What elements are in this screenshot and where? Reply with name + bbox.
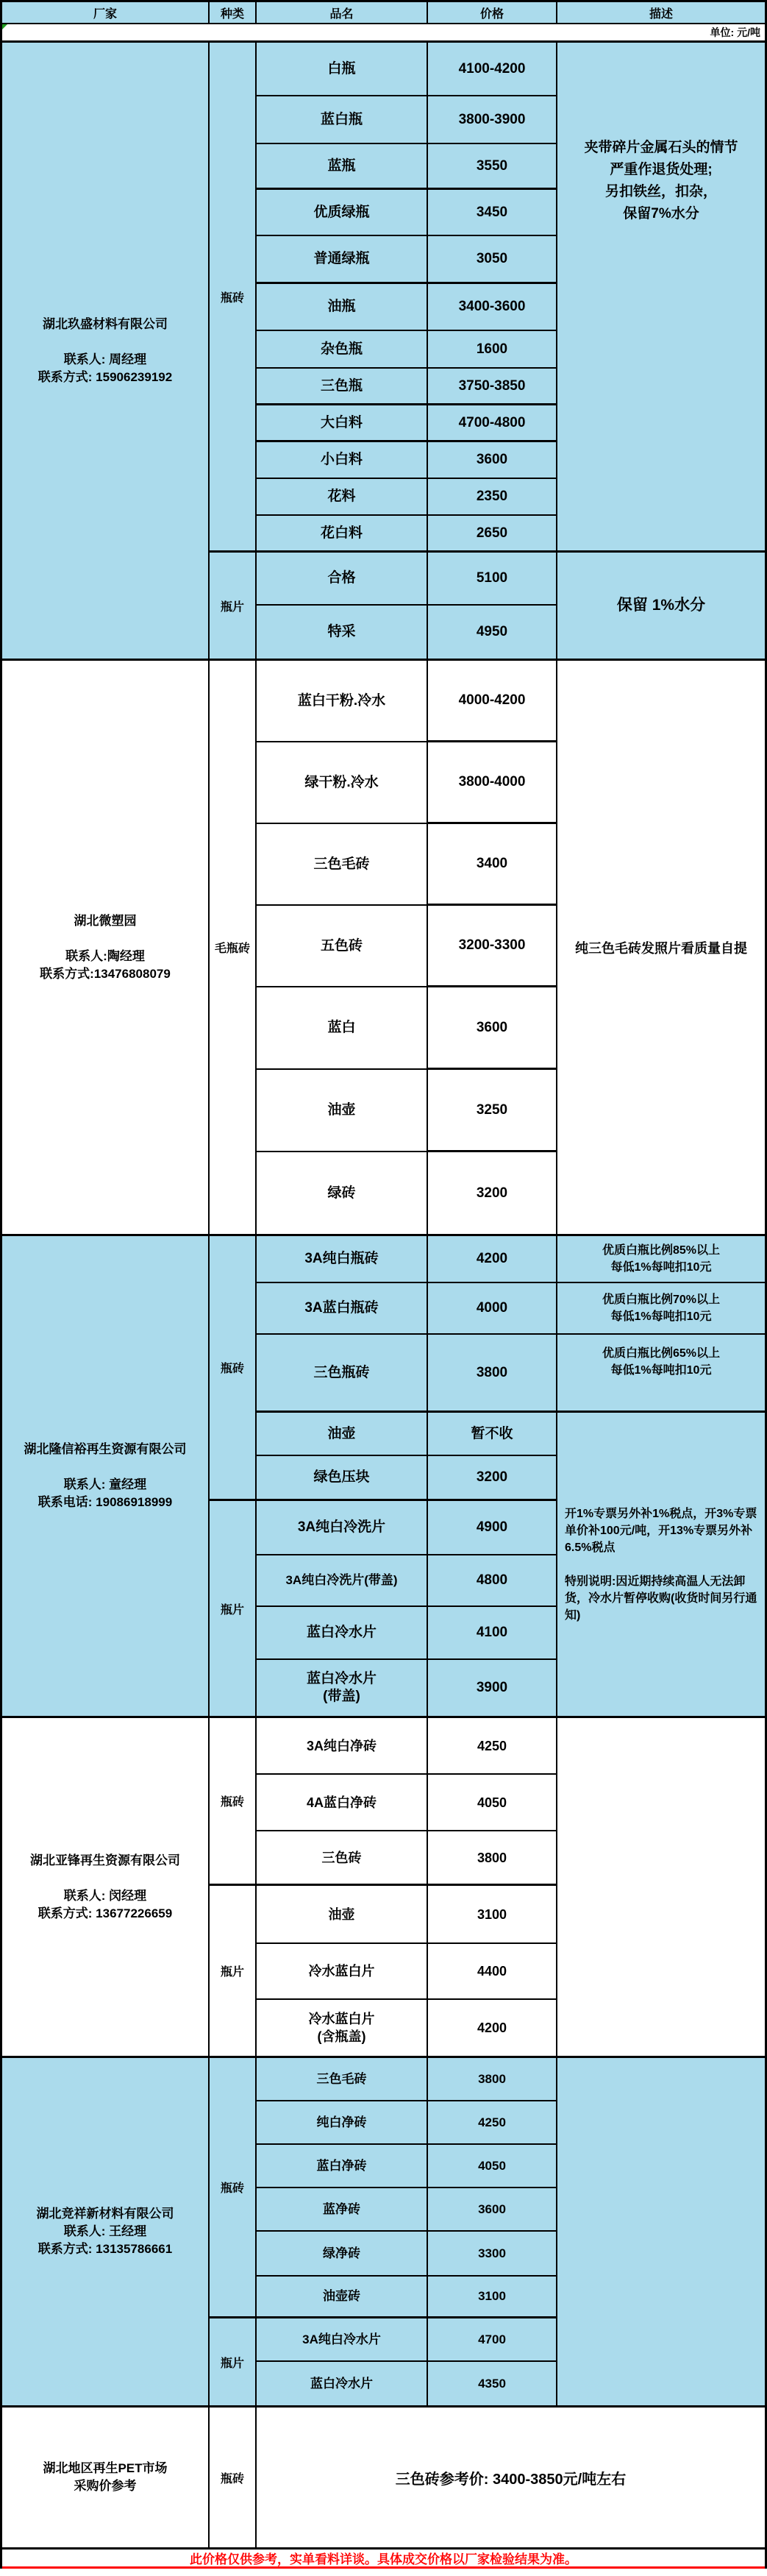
- product-name-cell: 普通绿瓶: [257, 236, 428, 284]
- product-name-cell: 3A纯白瓶砖: [257, 1236, 428, 1283]
- company-contact-person: 联系人: 周经理: [63, 352, 147, 366]
- table-header-row: [2, 2, 765, 24]
- price-cell: 3400: [428, 824, 557, 906]
- description-line: 每低1%每吨扣10元: [610, 1364, 712, 1377]
- product-name-cell: 蓝白瓶: [257, 96, 428, 144]
- product-name-line2: (含瓶盖): [317, 2029, 366, 2044]
- description-cell-empty: [557, 2058, 765, 2405]
- price-cell: 3100: [428, 1886, 557, 1944]
- section-weisuyuan: [2, 659, 765, 1234]
- price-cell: 3200: [428, 1152, 557, 1234]
- company-contact-person: 联系人: 童经理: [63, 1477, 147, 1491]
- price-cell: 4200: [428, 2000, 557, 2056]
- price-cell: 5100: [428, 553, 557, 606]
- description-paragraph-special: [565, 1573, 757, 1624]
- type-cell-bottle-brick: 瓶砖: [210, 1236, 257, 1501]
- type-cell-bottle-brick: 瓶砖: [210, 43, 257, 553]
- special-note-text: 因近期持续高温人无法卸货，冷水片暂停收购(收货时间另行通知): [565, 1575, 757, 1622]
- product-name-cell: 三色砖: [257, 1831, 428, 1886]
- company-name: 湖北隆信裕再生资源有限公司: [24, 1442, 187, 1456]
- description-cell: [557, 1236, 765, 1283]
- price-cell: 3200-3300: [428, 906, 557, 987]
- price-cell: 4350: [428, 2362, 557, 2405]
- header-cell-description: 描述: [649, 7, 673, 21]
- price-cell: 3800: [428, 2058, 557, 2101]
- company-name: 湖北竞祥新材料有限公司: [36, 2207, 174, 2221]
- price-cell: 3300: [428, 2232, 557, 2277]
- product-name-cell: 绿砖: [257, 1152, 428, 1234]
- footer-note-text: 此价格仅供参考，实单看料详谈。具体成交价格以厂家检验结果为准。: [190, 2552, 577, 2566]
- price-cell: 4400: [428, 1944, 557, 2000]
- description-line: 优质白瓶比例85%以上: [602, 1244, 721, 1257]
- product-name-line1: 蓝白冷水片: [306, 1671, 377, 1686]
- company-name-line2: 采购价参考: [74, 2479, 137, 2493]
- product-name-cell: 三色瓶: [257, 369, 428, 405]
- product-name-cell: 杂色瓶: [257, 331, 428, 369]
- price-cell: 4050: [428, 1775, 557, 1831]
- description-cell: [557, 1413, 765, 1716]
- product-name-cell: 大白料: [257, 405, 428, 442]
- price-cell: 3200: [428, 1456, 557, 1501]
- price-cell: 3750-3850: [428, 369, 557, 405]
- price-cell: 4250: [428, 2101, 557, 2145]
- price-cell: 3600: [428, 2188, 557, 2232]
- price-cell: 2350: [428, 479, 557, 516]
- type-cell-bottle-brick: 瓶砖: [210, 1718, 257, 1886]
- description-cell: 纯三色毛砖发照片看质量自提: [575, 940, 747, 956]
- price-cell: 3800: [428, 1335, 557, 1413]
- section-longxinyu: [2, 1234, 765, 1716]
- product-name-cell: 冷水蓝白片: [257, 1944, 428, 2000]
- product-name-cell: 特采: [257, 606, 428, 659]
- company-cell: [2, 2058, 210, 2405]
- price-cell: 暂不收: [428, 1413, 557, 1456]
- description-line: 每低1%每吨扣10元: [610, 1310, 712, 1323]
- product-name-cell: 油瓶: [257, 284, 428, 331]
- excel-flag-triangle-icon: [2, 24, 7, 29]
- company-cell: [2, 2408, 210, 2547]
- description-line: 优质白瓶比例70%以上: [602, 1294, 721, 1306]
- header-cell-product: 品名: [257, 2, 428, 23]
- type-cell-bottle-brick: 瓶砖: [210, 2408, 257, 2547]
- company-contact-phone: 联系方式: 13677226659: [38, 1906, 173, 1920]
- type-cell-bottle-brick: 瓶砖: [210, 2058, 257, 2318]
- price-cell: 4700: [428, 2318, 557, 2362]
- product-name-cell: 绿色压块: [257, 1456, 428, 1501]
- description-line: 夹带碎片金属石头的情节: [584, 140, 738, 155]
- company-cell: [2, 43, 210, 659]
- special-note-label: 特别说明:: [565, 1575, 616, 1588]
- product-name-cell: 蓝白冷水片: [257, 2362, 428, 2405]
- price-cell: 4250: [428, 1718, 557, 1775]
- product-name-cell: 蓝白净砖: [257, 2145, 428, 2188]
- product-name-cell: 优质绿瓶: [257, 190, 428, 236]
- description-cell: [557, 1283, 765, 1335]
- company-name: 湖北微塑园: [74, 913, 137, 928]
- type-cell-bottle-flake: 瓶片: [210, 1501, 257, 1716]
- description-cell: [557, 1335, 765, 1413]
- product-name-cell: 花料: [257, 479, 428, 516]
- product-name-cell: 花白料: [257, 516, 428, 553]
- description-paragraph-tax: 开1%专票另外补1%税点，开3%专票单价补100元/吨，开13%专票另外补6.5%税点: [565, 1507, 757, 1554]
- company-cell: [2, 1236, 210, 1716]
- price-cell: 4050: [428, 2145, 557, 2188]
- product-name-cell: 3A纯白冷洗片(带盖): [257, 1555, 428, 1607]
- product-name-cell: 三色毛砖: [257, 2058, 428, 2101]
- description-cell: [557, 43, 765, 553]
- section-jiusheng: [2, 40, 765, 659]
- price-cell: 3800-4000: [428, 742, 557, 824]
- section-jingxiang: [2, 2056, 765, 2405]
- description-line: 优质白瓶比例65%以上: [602, 1347, 721, 1360]
- reference-price-cell: 三色砖参考价: 3400-3850元/吨左右: [395, 2471, 627, 2488]
- price-cell: 4100-4200: [428, 43, 557, 96]
- price-cell: 4950: [428, 606, 557, 659]
- header-cell-manufacturer: 厂家: [2, 2, 210, 23]
- product-name-cell: 蓝白冷水片: [257, 1607, 428, 1660]
- product-name-cell: 蓝瓶: [257, 144, 428, 190]
- price-cell: 3800-3900: [428, 96, 557, 144]
- company-cell: [2, 661, 210, 1234]
- company-cell: [2, 1718, 210, 2056]
- product-name-cell: 五色砖: [257, 906, 428, 987]
- company-contact-person: 联系人: 王经理: [63, 2224, 147, 2238]
- company-name-line1: 湖北地区再生PET市场: [43, 2461, 168, 2475]
- product-name-cell: [257, 1660, 428, 1716]
- price-cell: 2650: [428, 516, 557, 553]
- header-cell-category: 种类: [210, 2, 257, 23]
- price-cell: 4700-4800: [428, 405, 557, 442]
- price-cell: 4100: [428, 1607, 557, 1660]
- description-cell: 保留 1%水分: [616, 597, 706, 614]
- product-name-cell: 绿干粉.冷水: [257, 742, 428, 824]
- price-cell: 3800: [428, 1831, 557, 1886]
- product-name-cell: 油壶: [257, 1886, 428, 1944]
- price-cell: 3050: [428, 236, 557, 284]
- description-line: 严重作退货处理;: [610, 162, 713, 177]
- header-cell-price: 价格: [428, 2, 557, 23]
- company-contact-phone: 联系方式: 15906239192: [38, 369, 173, 384]
- product-name-cell: 绿净砖: [257, 2232, 428, 2277]
- product-name-cell: 蓝白: [257, 987, 428, 1070]
- type-cell-bottle-flake: 瓶片: [210, 1886, 257, 2056]
- unit-row: [2, 24, 765, 40]
- product-name-cell: 3A蓝白瓶砖: [257, 1283, 428, 1335]
- company-contact-person: 联系人:陶经理: [65, 948, 145, 963]
- unit-note: 单位: 元/吨: [710, 26, 760, 38]
- price-cell: 3250: [428, 1070, 557, 1152]
- product-name-line2: (带盖): [323, 1689, 360, 1704]
- description-line: 保留7%水分: [623, 206, 699, 221]
- description-cell-empty: [557, 1718, 765, 2056]
- product-name-cell: 油壶: [257, 1070, 428, 1152]
- product-name-cell: [257, 2000, 428, 2056]
- product-name-cell: 三色瓶砖: [257, 1335, 428, 1413]
- company-name: 湖北亚锋再生资源有限公司: [30, 1853, 180, 1867]
- price-cell: 4200: [428, 1236, 557, 1283]
- company-contact-phone: 联系电话: 19086918999: [38, 1495, 173, 1509]
- product-name-cell: 油壶: [257, 1413, 428, 1456]
- company-contact-phone: 联系方式:13476808079: [40, 966, 171, 981]
- product-name-cell: 3A纯白冷洗片: [257, 1501, 428, 1555]
- type-cell-raw-bottle-brick: 毛瓶砖: [210, 661, 257, 1234]
- section-market-reference: [2, 2405, 765, 2547]
- price-cell: 4000-4200: [428, 661, 557, 742]
- product-name-cell: 三色毛砖: [257, 824, 428, 906]
- price-cell: 1600: [428, 331, 557, 369]
- company-contact-person: 联系人: 闵经理: [63, 1888, 147, 1903]
- product-name-cell: 蓝净砖: [257, 2188, 428, 2232]
- price-cell: 3550: [428, 144, 557, 190]
- price-cell: 4800: [428, 1555, 557, 1607]
- product-name-cell: 纯白净砖: [257, 2101, 428, 2145]
- price-cell: 4900: [428, 1501, 557, 1555]
- product-name-cell: 4A蓝白净砖: [257, 1775, 428, 1831]
- company-contact-phone: 联系方式: 13135786661: [38, 2242, 173, 2256]
- product-name-cell: 小白料: [257, 442, 428, 479]
- description-line: 每低1%每吨扣10元: [610, 1261, 712, 1274]
- price-cell: 3400-3600: [428, 284, 557, 331]
- price-cell: 4000: [428, 1283, 557, 1335]
- price-cell: 3100: [428, 2277, 557, 2318]
- type-cell-bottle-flake: 瓶片: [210, 553, 257, 659]
- product-name-cell: 油壶砖: [257, 2277, 428, 2318]
- product-name-cell: 3A纯白净砖: [257, 1718, 428, 1775]
- price-cell: 3450: [428, 190, 557, 236]
- product-name-cell: 白瓶: [257, 43, 428, 96]
- price-cell: 3600: [428, 442, 557, 479]
- footer-note-row: [2, 2547, 765, 2569]
- product-name-cell: 合格: [257, 553, 428, 606]
- company-name: 湖北玖盛材料有限公司: [43, 316, 168, 331]
- type-cell-bottle-flake: 瓶片: [210, 2318, 257, 2405]
- product-name-cell: 3A纯白冷水片: [257, 2318, 428, 2362]
- section-yafeng: [2, 1716, 765, 2056]
- price-cell: 3600: [428, 987, 557, 1070]
- description-line: 另扣铁丝，扣杂，: [604, 184, 717, 199]
- product-name-line1: 冷水蓝白片: [308, 2012, 375, 2026]
- product-name-cell: 蓝白干粉.冷水: [257, 661, 428, 742]
- price-cell: 3900: [428, 1660, 557, 1716]
